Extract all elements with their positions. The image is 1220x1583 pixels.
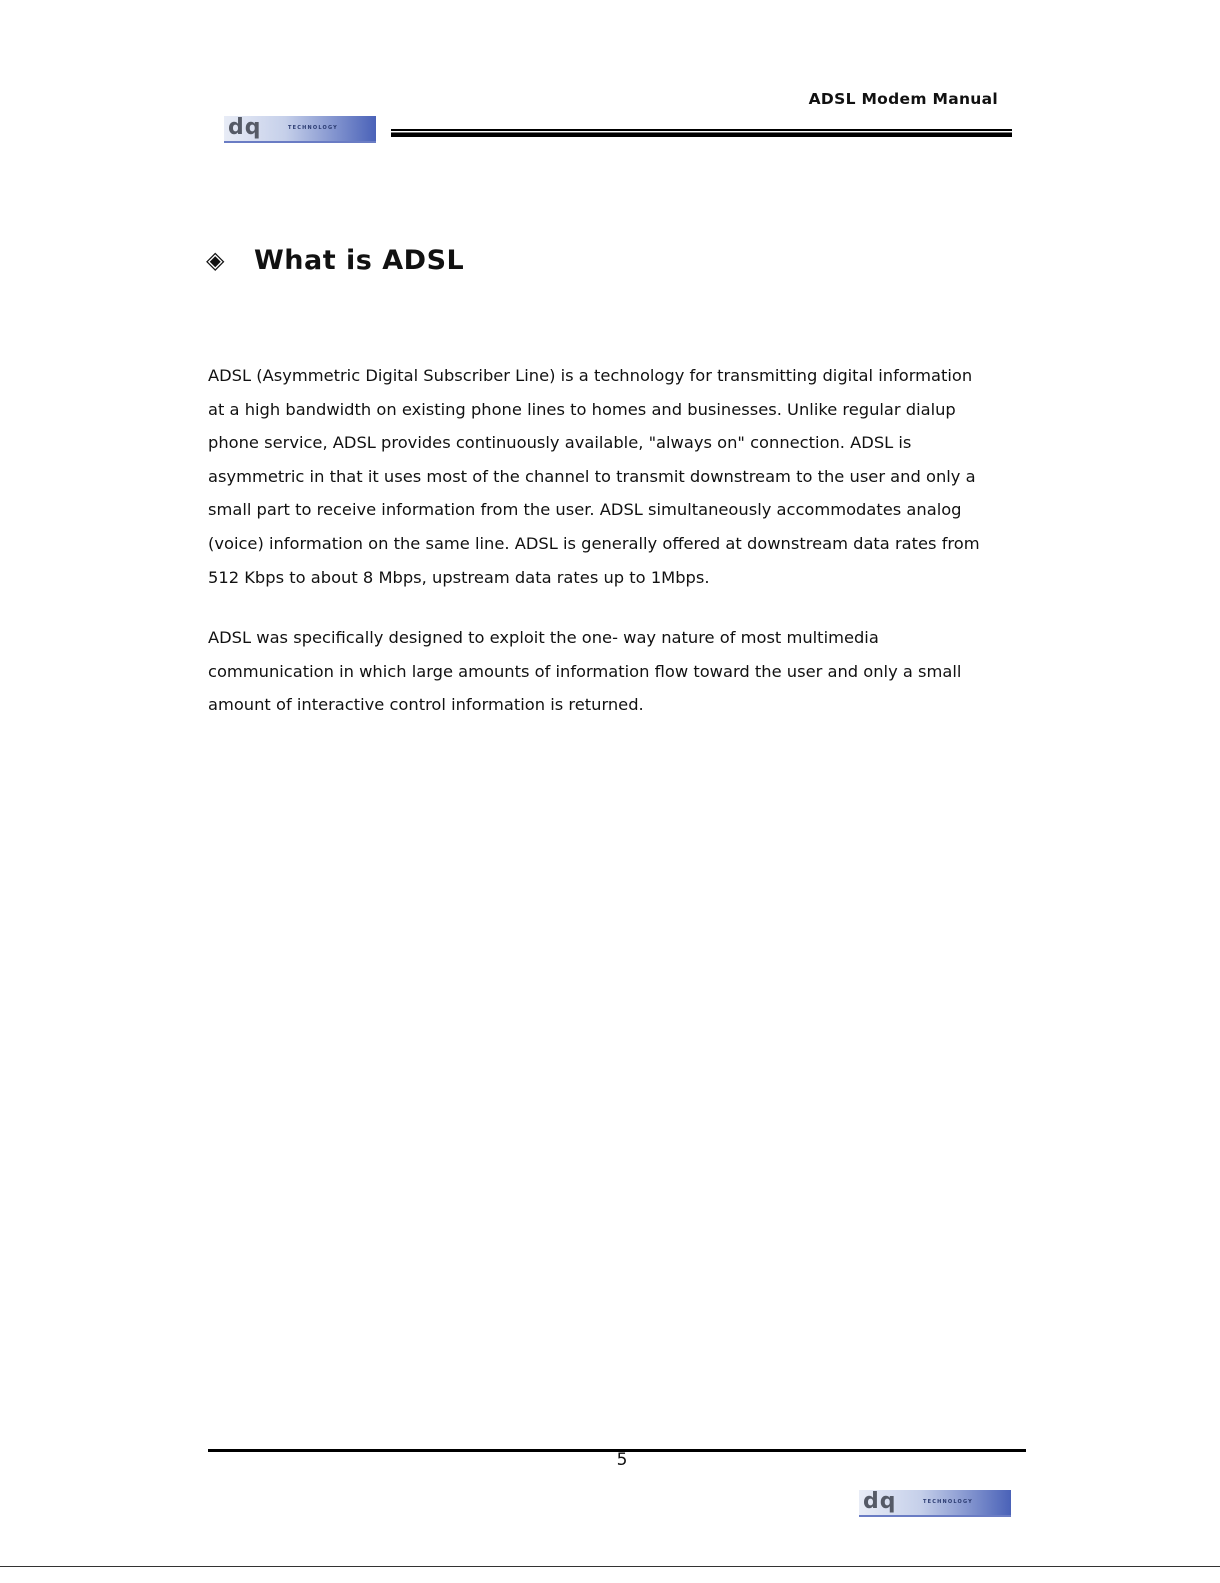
paragraph-line: communication in which large amounts of information flow toward the user and only a small (208, 661, 962, 681)
page-edge (0, 1566, 1220, 1567)
section-title: What is ADSL (254, 244, 465, 276)
paragraph-line: (voice) information on the same line. ADSL is generally offered at downstream data rates from (208, 533, 980, 553)
logo-tagline: TECHNOLOGY (923, 1499, 973, 1505)
paragraph-line: ADSL (Asymmetric Digital Subscriber Line) is a technology for transmitting digital information (208, 366, 973, 385)
page-number: 5 (616, 1450, 628, 1470)
paragraph-adsl-design (208, 621, 1038, 722)
paragraph-line: asymmetric in that it uses most of the channel to transmit downstream to the user and only a (208, 466, 976, 486)
footer-logo (859, 1490, 1011, 1517)
company-logo (224, 116, 376, 143)
logo-mark: dq (863, 1490, 897, 1514)
paragraph-adsl-definition (208, 359, 1038, 594)
logo-tagline: TECHNOLOGY (288, 125, 338, 131)
paragraph-line: phone service, ADSL provides continuously available, "always on" connection. ADSL is (208, 433, 912, 453)
paragraph-line: ADSL was specifically designed to exploit the one- way nature of most multimedia (208, 628, 879, 647)
section-heading (206, 240, 464, 280)
paragraph-line: amount of interactive control information is returned. (208, 695, 644, 715)
logo-mark: dq (228, 116, 262, 140)
paragraph-line: at a high bandwidth on existing phone lines to homes and businesses. Unlike regular dialup (208, 399, 956, 419)
paragraph-line: 512 Kbps to about 8 Mbps, upstream data rates up to 1Mbps. (208, 567, 710, 587)
diamond-bullet-icon: ◈ (206, 246, 225, 274)
manual-title: ADSL Modem Manual (808, 90, 998, 108)
paragraph-line: small part to receive information from the user. ADSL simultaneously accommodates analog (208, 500, 962, 520)
header-rule (391, 129, 1012, 137)
